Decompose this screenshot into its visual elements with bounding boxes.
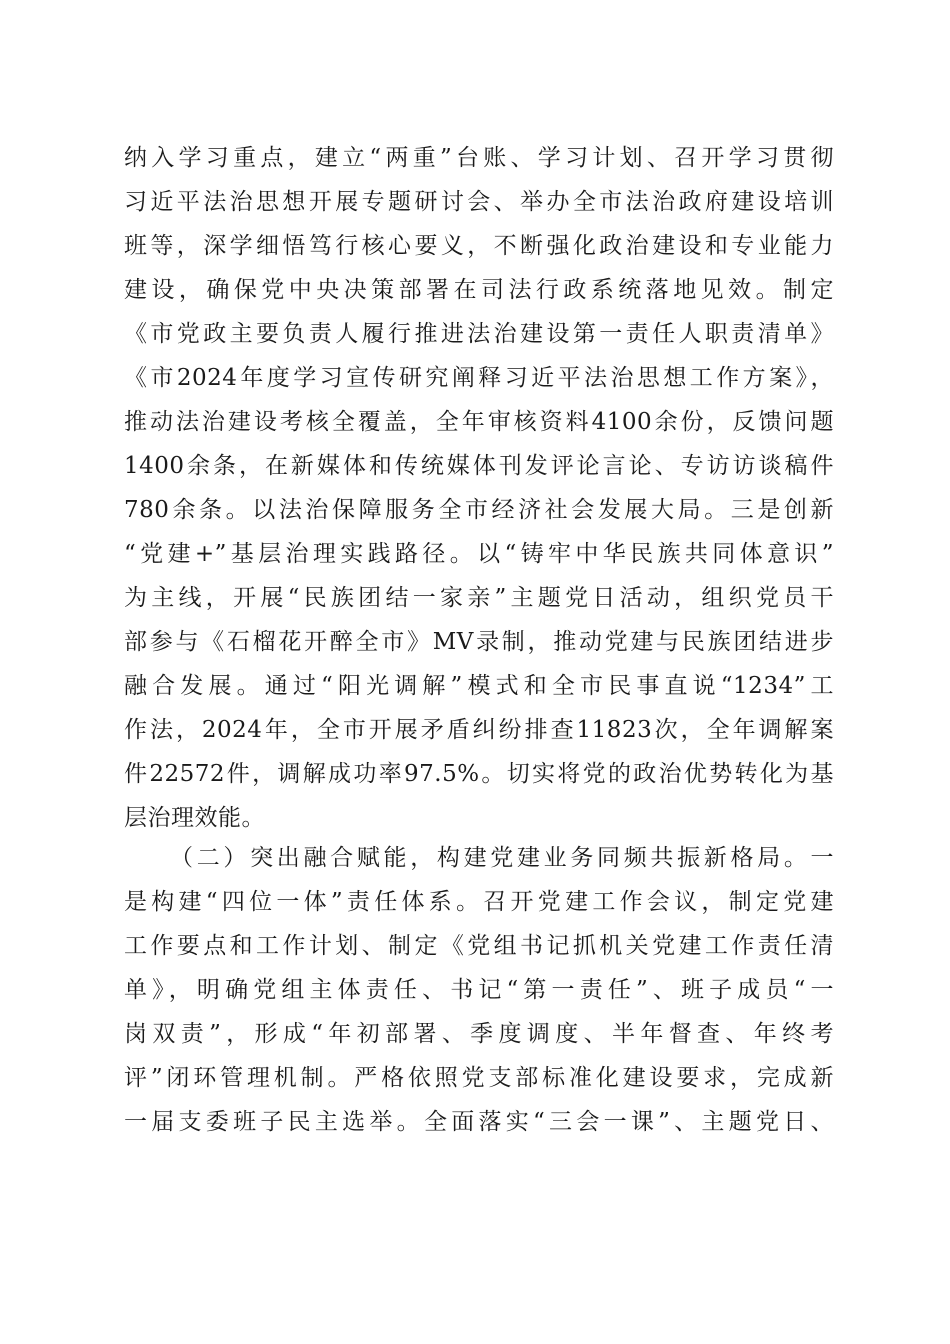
paragraph-1-line: 推动法治建设考核全覆盖，全年审核资料4100余份，反馈问题 [124, 409, 834, 435]
paragraph-1-line: 层治理效能。 [124, 805, 265, 831]
paragraph-2-line: 单》，明确党组主体责任、书记“第一责任”、班子成员“一 [124, 977, 834, 1003]
paragraph-1-line: “党建+”基层治理实践路径。以“铸牢中华民族共同体意识” [124, 541, 834, 567]
paragraph-1-line: 780余条。以法治保障服务全市经济社会发展大局。三是创新 [124, 497, 834, 523]
paragraph-1-line: 融合发展。通过“阳光调解”模式和全市民事直说“1234”工 [124, 673, 834, 699]
paragraph-1-line: 部参与《石榴花开醉全市》MV录制，推动党建与民族团结进步 [124, 629, 834, 655]
paragraph-1-line: 班等，深学细悟笃行核心要义，不断强化政治建设和专业能力 [124, 233, 834, 259]
paragraph-1-line: 件22572件，调解成功率97.5%。切实将党的政治优势转化为基 [124, 761, 834, 787]
paragraph-1-line: 1400余条，在新媒体和传统媒体刊发评论言论、专访访谈稿件 [124, 453, 834, 479]
paragraph-2-line: 一届支委班子民主选举。全面落实“三会一课”、主题党日、 [124, 1109, 834, 1135]
paragraph-1-line: 《市党政主要负责人履行推进法治建设第一责任人职责清单》 [124, 321, 834, 347]
paragraph-1-line: 《市2024年度学习宣传研究阐释习近平法治思想工作方案》， [124, 365, 834, 391]
paragraph-1-line: 作法，2024年，全市开展矛盾纠纷排查11823次，全年调解案 [124, 717, 834, 743]
paragraph-1-line: 习近平法治思想开展专题研讨会、举办全市法治政府建设培训 [124, 189, 834, 215]
paragraph-1-line: 纳入学习重点，建立“两重”台账、学习计划、召开学习贯彻 [124, 145, 834, 171]
paragraph-2-line: 工作要点和工作计划、制定《党组书记抓机关党建工作责任清 [124, 933, 834, 959]
paragraph-1-line: 为主线，开展“民族团结一家亲”主题党日活动，组织党员干 [124, 585, 834, 611]
paragraph-2-line: 岗双责”，形成“年初部署、季度调度、半年督查、年终考 [124, 1021, 834, 1047]
section-heading-line: （二）突出融合赋能，构建党建业务同频共振新格局。一 [170, 845, 834, 871]
paragraph-2-line: 是构建“四位一体”责任体系。召开党建工作会议，制定党建 [124, 889, 834, 915]
paragraph-2-line: 评”闭环管理机制。严格依照党支部标准化建设要求，完成新 [124, 1065, 834, 1091]
paragraph-1-line: 建设，确保党中央决策部署在司法行政系统落地见效。制定 [124, 277, 834, 303]
